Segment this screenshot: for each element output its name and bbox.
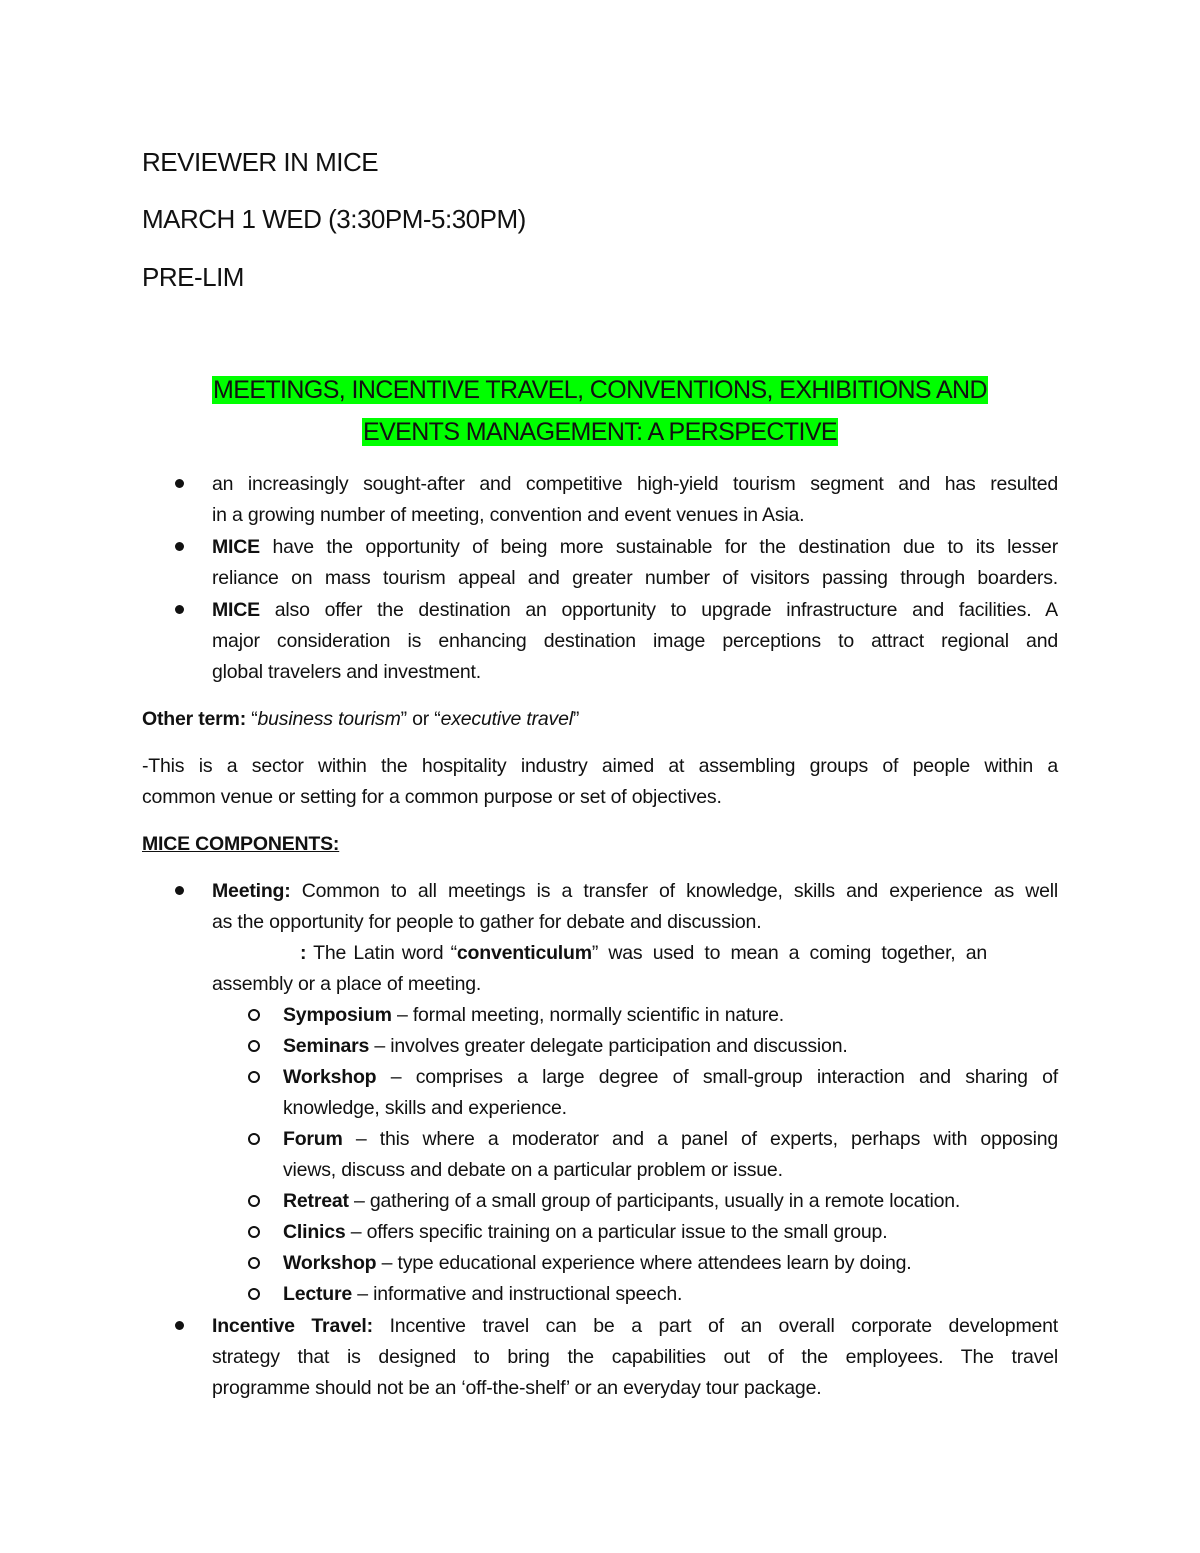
circle-bullet-icon [248, 1257, 260, 1269]
meeting-line2: as the opportunity for people to gather for debate and discussion. [212, 911, 762, 933]
type-name: Clinics [283, 1221, 346, 1243]
circle-bullet-icon [248, 1009, 260, 1021]
latin-word: conventiculum [456, 942, 592, 964]
latin-colon: : [300, 942, 307, 964]
circle-bullet-icon [248, 1040, 260, 1052]
definition-line1: -This is a sector within the hospitality industry aimed at assembling groups of people within a [142, 755, 1058, 777]
type-name: Workshop [283, 1252, 377, 1274]
meeting-type-forum [283, 1127, 1058, 1151]
intro-bullet-1-line1: an increasingly sought-after and competitive high-yield tourism segment and has resulted [212, 473, 1058, 495]
circle-bullet-icon [248, 1133, 260, 1145]
intro-bullet-3-line1 [212, 598, 1058, 622]
type-name: Lecture [283, 1283, 353, 1305]
type-desc: – gathering of a small group of participants, usually in a remote location. [348, 1190, 961, 1212]
meeting-type-workshop [283, 1065, 1058, 1089]
doc-header-title: REVIEWER IN MICE [142, 147, 379, 177]
meeting-type-workshop-cont: knowledge, skills and experience. [283, 1097, 567, 1119]
meeting-text: Common to all meetings is a transfer of knowledge, skills and experience as well [290, 880, 1058, 902]
circle-bullet-icon [248, 1071, 260, 1083]
circle-bullet-icon [248, 1226, 260, 1238]
meeting-type-clinics [283, 1220, 1058, 1244]
circle-bullet-icon [248, 1195, 260, 1207]
latin-post: ” was used to mean a coming together, an [591, 942, 988, 964]
type-desc: – offers specific training on a particular issue to the small group. [345, 1221, 888, 1243]
bullet-icon [175, 1321, 184, 1330]
bullet-icon [175, 479, 184, 488]
type-desc: – involves greater delegate participation and discussion. [369, 1035, 848, 1057]
type-name: Seminars [283, 1035, 370, 1057]
type-desc: – formal meeting, normally scientific in nature. [391, 1004, 785, 1026]
components-heading-text: MICE COMPONENTS: [142, 833, 340, 855]
latin-pre: The Latin word “ [306, 942, 457, 964]
meeting-type-seminars [283, 1034, 1058, 1058]
meeting-type-retreat [283, 1189, 1058, 1213]
intro-bullet-3-text: also offer the destination an opportunity to upgrade infrastructure and facilities. A [259, 599, 1058, 621]
meeting-type-forum-cont: views, discuss and debate on a particular problem or issue. [283, 1159, 783, 1181]
incentive-line2: strategy that is designed to bring the capabilities out of the employees. The travel [212, 1346, 1058, 1368]
intro-bullet-2-line2: reliance on mass tourism appeal and greater number of visitors passing through boarders. [212, 567, 1058, 589]
intro-bullet-2-text: have the opportunity of being more sustainable for the destination due to its lesser [259, 536, 1058, 558]
type-desc: – this where a moderator and a panel of experts, perhaps with opposing [342, 1128, 1058, 1150]
intro-bullet-2-line1 [212, 535, 1058, 559]
incentive-text: Incentive travel can be a part of an overall corporate development [372, 1315, 1058, 1337]
type-name: Symposium [283, 1004, 392, 1026]
type-name: Retreat [283, 1190, 349, 1212]
intro-bullet-3-line3: global travelers and investment. [212, 661, 481, 683]
type-desc: – type educational experience where attendees learn by doing. [376, 1252, 912, 1274]
latin-note-line1 [212, 941, 1058, 965]
quote-open: “ [245, 708, 258, 730]
meeting-type-symposium [283, 1003, 1058, 1027]
latin-note-line2: assembly or a place of meeting. [212, 973, 482, 995]
bullet-icon [175, 542, 184, 551]
components-heading [142, 832, 1058, 856]
incentive-label: Incentive Travel: [212, 1315, 373, 1337]
type-desc: – informative and instructional speech. [352, 1283, 683, 1305]
circle-bullet-icon [248, 1288, 260, 1300]
term-executive-travel: executive travel [440, 708, 573, 730]
bullet-icon [175, 886, 184, 895]
bullet-icon [175, 605, 184, 614]
intro-bullet-3-line2: major consideration is enhancing destination image perceptions to attract regional and [212, 630, 1058, 652]
term-business-tourism: business tourism [257, 708, 401, 730]
title-highlight: MEETINGS, INCENTIVE TRAVEL, CONVENTIONS, EXHIBITIONS AND [213, 376, 987, 404]
meeting-type-workshop-2 [283, 1251, 1058, 1275]
mice-term: MICE [212, 599, 260, 621]
mice-term: MICE [212, 536, 260, 558]
meeting-type-lecture [283, 1282, 1058, 1306]
section-title-line2 [142, 416, 1058, 448]
doc-header-date: MARCH 1 WED (3:30PM-5:30PM) [142, 204, 526, 234]
type-desc: – comprises a large degree of small-group interaction and sharing of [376, 1066, 1058, 1088]
other-term-label: Other term: [142, 708, 246, 730]
type-name: Workshop [283, 1066, 377, 1088]
meeting-line1 [212, 879, 1058, 903]
incentive-line3: programme should not be an ‘off-the-shelf’ or an everyday tour package. [212, 1377, 822, 1399]
intro-bullet-1-line2: in a growing number of meeting, convention and event venues in Asia. [212, 504, 805, 526]
doc-header-term: PRE-LIM [142, 262, 244, 292]
other-term-line [142, 707, 1058, 731]
section-title-line1 [142, 374, 1058, 406]
quote-mid: ” or “ [400, 708, 441, 730]
incentive-line1 [212, 1314, 1058, 1338]
quote-close: ” [572, 708, 580, 730]
meeting-label: Meeting: [212, 880, 291, 902]
title-highlight: EVENTS MANAGEMENT: A PERSPECTIVE [363, 418, 837, 446]
definition-line2: common venue or setting for a common purpose or set of objectives. [142, 786, 722, 808]
type-name: Forum [283, 1128, 343, 1150]
